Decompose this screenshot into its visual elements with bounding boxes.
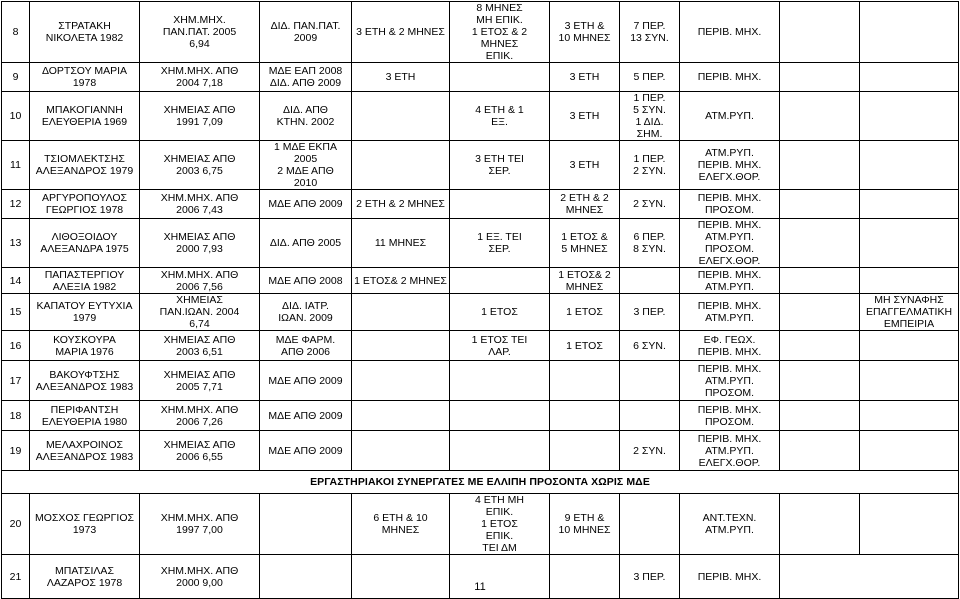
- cell-col6: [450, 268, 550, 294]
- cell-name: ΚΟΥΣΚΟΥΡΑ ΜΑΡΙΑ 1976: [30, 331, 140, 361]
- cell-col8: 2 ΣΥΝ.: [620, 431, 680, 471]
- cell-name: ΔΟΡΤΣΟΥ ΜΑΡΙΑ 1978: [30, 63, 140, 92]
- cell-col8: 1 ΠΕΡ. 2 ΣΥΝ.: [620, 141, 680, 190]
- cell-col8: 1 ΠΕΡ. 5 ΣΥΝ. 1 ΔΙΔ. ΣΗΜ.: [620, 92, 680, 141]
- cell-row-number: 20: [2, 494, 30, 555]
- cell-col7: 1 ΕΤΟΣ: [550, 294, 620, 331]
- cell-extra: [780, 401, 860, 431]
- cell-col7: [550, 401, 620, 431]
- table-row: [2, 268, 959, 294]
- cell-col6: [450, 431, 550, 471]
- cell-extra: [780, 141, 860, 190]
- cell-name: ΜΟΣΧΟΣ ΓΕΩΡΓΙΟΣ 1973: [30, 494, 140, 555]
- cell-postgrad: ΜΔΕ ΑΠΘ 2009: [260, 190, 352, 219]
- merged-note: ΜΗ ΣΥΝΑΦΗΣ ΕΠΑΓΓΕΛΜΑΤΙΚΗ ΕΜΠΕΙΡΙΑ: [860, 294, 959, 331]
- cell-row-number: 18: [2, 401, 30, 431]
- cell-last: [860, 190, 959, 219]
- cell-degree: ΧΗΜ.ΜΗΧ. ΑΠΘ 2006 7,26: [140, 401, 260, 431]
- cell-col7: 1 ΕΤΟΣ: [550, 331, 620, 361]
- cell-postgrad: ΜΔΕ ΦΑΡΜ. ΑΠΘ 2006: [260, 331, 352, 361]
- cell-extra: [780, 219, 860, 268]
- cell-last: [860, 331, 959, 361]
- cell-col6: 1 ΕΞ. ΤΕΙ ΣΕΡ.: [450, 219, 550, 268]
- table-row: [2, 63, 959, 92]
- cell-col8: 5 ΠΕΡ.: [620, 63, 680, 92]
- cell-extra: [780, 2, 860, 63]
- cell-degree: ΧΗΜΕΙΑΣ ΠΑΝ.ΙΩΑΝ. 2004 6,74: [140, 294, 260, 331]
- cell-extra: [780, 268, 860, 294]
- cell-col7: 1 ΕΤΟΣ & 5 ΜΗΝΕΣ: [550, 219, 620, 268]
- cell-col7: 3 ΕΤΗ & 10 ΜΗΝΕΣ: [550, 2, 620, 63]
- cell-last: [860, 268, 959, 294]
- cell-col9: ΕΦ. ΓΕΩΧ. ΠΕΡΙΒ. ΜΗΧ.: [680, 331, 780, 361]
- cell-col9: ΠΕΡΙΒ. ΜΗΧ.: [680, 2, 780, 63]
- cell-col9: ΠΕΡΙΒ. ΜΗΧ. ΑΤΜ.ΡΥΠ.: [680, 294, 780, 331]
- cell-row-number: 19: [2, 431, 30, 471]
- cell-degree: ΧΗΜΕΙΑΣ ΑΠΘ 2006 6,55: [140, 431, 260, 471]
- cell-col5: 11 ΜΗΝΕΣ: [352, 219, 450, 268]
- cell-col7: 3 ΕΤΗ: [550, 141, 620, 190]
- cell-col7: [550, 361, 620, 401]
- cell-col8: 3 ΠΕΡ.: [620, 294, 680, 331]
- cell-name: ΤΣΙΟΜΛΕΚΤΣΗΣ ΑΛΕΞΑΝΔΡΟΣ 1979: [30, 141, 140, 190]
- cell-last: [860, 431, 959, 471]
- cell-col6: [450, 401, 550, 431]
- cell-last: [860, 2, 959, 63]
- cell-name: ΜΕΛΑΧΡΟΙΝΟΣ ΑΛΕΞΑΝΔΡΟΣ 1983: [30, 431, 140, 471]
- cell-postgrad: ΔΙΔ. ΙΑΤΡ. ΙΩΑΝ. 2009: [260, 294, 352, 331]
- cell-postgrad: ΜΔΕ ΑΠΘ 2009: [260, 401, 352, 431]
- cell-last: [860, 92, 959, 141]
- table-row: [2, 92, 959, 141]
- cell-col9: ΠΕΡΙΒ. ΜΗΧ.: [680, 555, 780, 599]
- cell-col6: 1 ΕΤΟΣ ΤΕΙ ΛΑΡ.: [450, 331, 550, 361]
- cell-col9: ΠΕΡΙΒ. ΜΗΧ. ΑΤΜ.ΡΥΠ.: [680, 268, 780, 294]
- table-row: [2, 294, 959, 331]
- cell-postgrad: [260, 494, 352, 555]
- cell-col5: [352, 431, 450, 471]
- cell-postgrad: ΔΙΔ. ΑΠΘ ΚΤΗΝ. 2002: [260, 92, 352, 141]
- cell-col7: [550, 431, 620, 471]
- cell-degree: ΧΗΜΕΙΑΣ ΑΠΘ 2005 7,71: [140, 361, 260, 401]
- cell-col5: [352, 92, 450, 141]
- cell-postgrad: 1 ΜΔΕ ΕΚΠΑ 2005 2 ΜΔΕ ΑΠΘ 2010: [260, 141, 352, 190]
- cell-degree: ΧΗΜ.ΜΗΧ. ΑΠΘ 2006 7,43: [140, 190, 260, 219]
- cell-col6: [450, 63, 550, 92]
- cell-last: [860, 361, 959, 401]
- cell-row-number: 15: [2, 294, 30, 331]
- cell-col8: 7 ΠΕΡ. 13 ΣΥΝ.: [620, 2, 680, 63]
- cell-col9: ΠΕΡΙΒ. ΜΗΧ. ΑΤΜ.ΡΥΠ. ΕΛΕΓΧ.ΘΟΡ.: [680, 431, 780, 471]
- cell-degree: ΧΗΜ.ΜΗΧ. ΑΠΘ 2000 9,00: [140, 555, 260, 599]
- cell-last: [860, 141, 959, 190]
- cell-col6: 3 ΕΤΗ ΤΕΙ ΣΕΡ.: [450, 141, 550, 190]
- cell-col7: 1 ΕΤΟΣ& 2 ΜΗΝΕΣ: [550, 268, 620, 294]
- cell-col5: 1 ΕΤΟΣ& 2 ΜΗΝΕΣ: [352, 268, 450, 294]
- cell-col8: [620, 268, 680, 294]
- cell-col9: ΑΤΜ.ΡΥΠ.: [680, 92, 780, 141]
- cell-col8: [620, 494, 680, 555]
- cell-extra: [780, 331, 860, 361]
- cell-col6: [450, 361, 550, 401]
- cell-degree: ΧΗΜ.ΜΗΧ. ΑΠΘ 1997 7,00: [140, 494, 260, 555]
- cell-col8: 3 ΠΕΡ.: [620, 555, 680, 599]
- table-row: [2, 431, 959, 471]
- cell-col6: 4 ΕΤΗ & 1 ΕΞ.: [450, 92, 550, 141]
- table-row: [2, 401, 959, 431]
- cell-extra: [780, 494, 860, 555]
- staff-table: [1, 1, 959, 599]
- table-row: [2, 190, 959, 219]
- cell-last: [860, 63, 959, 92]
- table-row: [2, 494, 959, 555]
- cell-col5: 3 ΕΤΗ & 2 ΜΗΝΕΣ: [352, 2, 450, 63]
- cell-degree: ΧΗΜ.ΜΗΧ. ΑΠΘ 2004 7,18: [140, 63, 260, 92]
- cell-name: ΛΙΘΟΞΟΙΔΟΥ ΑΛΕΞΑΝΔΡΑ 1975: [30, 219, 140, 268]
- page-number: 11: [474, 581, 486, 593]
- cell-col5: [352, 361, 450, 401]
- cell-name: ΠΑΠΑΣΤΕΡΓΙΟΥ ΑΛΕΞΙΑ 1982: [30, 268, 140, 294]
- cell-col7: 2 ΕΤΗ & 2 ΜΗΝΕΣ: [550, 190, 620, 219]
- table-row: [2, 2, 959, 63]
- cell-col5: [352, 141, 450, 190]
- cell-col8: [620, 361, 680, 401]
- cell-name: ΒΑΚΟΥΦΤΣΗΣ ΑΛΕΞΑΝΔΡΟΣ 1983: [30, 361, 140, 401]
- cell-extra: [780, 361, 860, 401]
- cell-col8: [620, 401, 680, 431]
- cell-row-number: 9: [2, 63, 30, 92]
- cell-extra: [780, 63, 860, 92]
- cell-postgrad: ΔΙΔ. ΠΑΝ.ΠΑΤ. 2009: [260, 2, 352, 63]
- cell-extra: [780, 92, 860, 141]
- cell-col6: [450, 190, 550, 219]
- cell-row-number: 8: [2, 2, 30, 63]
- cell-col9: ΠΕΡΙΒ. ΜΗΧ. ΠΡΟΣΟΜ.: [680, 190, 780, 219]
- cell-col7: 9 ΕΤΗ & 10 ΜΗΝΕΣ: [550, 494, 620, 555]
- cell-col9: ΑΝΤ.ΤΕΧΝ. ΑΤΜ.ΡΥΠ.: [680, 494, 780, 555]
- cell-col9: ΠΕΡΙΒ. ΜΗΧ.: [680, 63, 780, 92]
- cell-extra: [780, 294, 860, 331]
- cell-row-number: 14: [2, 268, 30, 294]
- cell-col6: 1 ΕΤΟΣ: [450, 294, 550, 331]
- cell-col6: 8 ΜΗΝΕΣ ΜΗ ΕΠΙΚ. 1 ΕΤΟΣ & 2 ΜΗΝΕΣ ΕΠΙΚ.: [450, 2, 550, 63]
- cell-degree: ΧΗΜΕΙΑΣ ΑΠΘ 2003 6,51: [140, 331, 260, 361]
- cell-col9: ΠΕΡΙΒ. ΜΗΧ. ΑΤΜ.ΡΥΠ. ΠΡΟΣΟΜ. ΕΛΕΓΧ.ΘΟΡ.: [680, 219, 780, 268]
- cell-name: ΜΠΑΚΟΓΙΑΝΝΗ ΕΛΕΥΘΕΡΙΑ 1969: [30, 92, 140, 141]
- cell-col8: 2 ΣΥΝ.: [620, 190, 680, 219]
- cell-name: ΚΑΠΑΤΟΥ ΕΥΤΥΧΙΑ 1979: [30, 294, 140, 331]
- cell-col7: 3 ΕΤΗ: [550, 92, 620, 141]
- cell-postgrad: ΜΔΕ ΑΠΘ 2009: [260, 431, 352, 471]
- cell-row-number: 16: [2, 331, 30, 361]
- cell-col5: 2 ΕΤΗ & 2 ΜΗΝΕΣ: [352, 190, 450, 219]
- section-heading-row: [2, 471, 959, 494]
- cell-degree: ΧΗΜΕΙΑΣ ΑΠΘ 2000 7,93: [140, 219, 260, 268]
- cell-degree: ΧΗΜ.ΜΗΧ. ΑΠΘ 2006 7,56: [140, 268, 260, 294]
- cell-row-number: 17: [2, 361, 30, 401]
- cell-row-number: 11: [2, 141, 30, 190]
- table-row: [2, 141, 959, 190]
- cell-postgrad: ΜΔΕ ΕΑΠ 2008 ΔΙΔ. ΑΠΘ 2009: [260, 63, 352, 92]
- cell-name: ΠΕΡΙΦΑΝΤΣΗ ΕΛΕΥΘΕΡΙΑ 1980: [30, 401, 140, 431]
- cell-last: [860, 494, 959, 555]
- table-row: [2, 361, 959, 401]
- cell-name: ΑΡΓΥΡΟΠΟΥΛΟΣ ΓΕΩΡΓΙΟΣ 1978: [30, 190, 140, 219]
- cell-extra: [780, 431, 860, 471]
- cell-degree: ΧΗΜΕΙΑΣ ΑΠΘ 1991 7,09: [140, 92, 260, 141]
- cell-col8: 6 ΣΥΝ.: [620, 331, 680, 361]
- cell-degree: ΧΗΜΕΙΑΣ ΑΠΘ 2003 6,75: [140, 141, 260, 190]
- cell-col6: 4 ΕΤΗ ΜΗ ΕΠΙΚ. 1 ΕΤΟΣ ΕΠΙΚ. ΤΕΙ ΔΜ: [450, 494, 550, 555]
- cell-col9: ΑΤΜ.ΡΥΠ. ΠΕΡΙΒ. ΜΗΧ. ΕΛΕΓΧ.ΘΟΡ.: [680, 141, 780, 190]
- cell-last: [860, 219, 959, 268]
- cell-name: ΣΤΡΑΤΑΚΗ ΝΙΚΟΛΕΤΑ 1982: [30, 2, 140, 63]
- table-row: [2, 331, 959, 361]
- cell-col9: ΠΕΡΙΒ. ΜΗΧ. ΑΤΜ.ΡΥΠ. ΠΡΟΣΟΜ.: [680, 361, 780, 401]
- cell-postgrad: ΜΔΕ ΑΠΘ 2009: [260, 361, 352, 401]
- cell-row-number: 10: [2, 92, 30, 141]
- cell-col7: 3 ΕΤΗ: [550, 63, 620, 92]
- cell-col8: 6 ΠΕΡ. 8 ΣΥΝ.: [620, 219, 680, 268]
- cell-col5: 6 ΕΤΗ & 10 ΜΗΝΕΣ: [352, 494, 450, 555]
- cell-postgrad: ΜΔΕ ΑΠΘ 2008: [260, 268, 352, 294]
- cell-row-number: 12: [2, 190, 30, 219]
- cell-row-number: 21: [2, 555, 30, 599]
- cell-extra: [780, 190, 860, 219]
- cell-col5: [352, 331, 450, 361]
- cell-col5: [352, 294, 450, 331]
- cell-col9: ΠΕΡΙΒ. ΜΗΧ. ΠΡΟΣΟΜ.: [680, 401, 780, 431]
- cell-postgrad: ΔΙΔ. ΑΠΘ 2005: [260, 219, 352, 268]
- cell-col5: 3 ΕΤΗ: [352, 63, 450, 92]
- cell-row-number: 13: [2, 219, 30, 268]
- cell-col5: [352, 401, 450, 431]
- cell-name: ΜΠΑΤΣΙΛΑΣ ΛΑΖΑΡΟΣ 1978: [30, 555, 140, 599]
- cell-degree: ΧΗΜ.ΜΗΧ. ΠΑΝ.ΠΑΤ. 2005 6,94: [140, 2, 260, 63]
- section-heading: ΕΡΓΑΣΤΗΡΙΑΚΟΙ ΣΥΝΕΡΓΑΤΕΣ ΜΕ ΕΛΛΙΠΗ ΠΡΟΣΟΝΤΑ ΧΩΡΙΣ ΜΔΕ: [2, 471, 959, 494]
- cell-last: [860, 401, 959, 431]
- table-row: [2, 219, 959, 268]
